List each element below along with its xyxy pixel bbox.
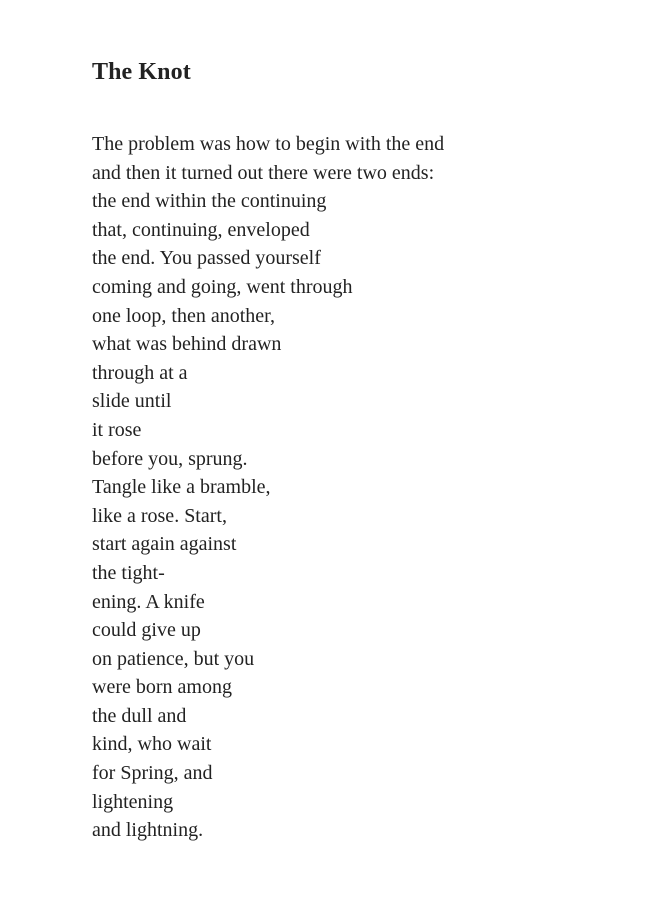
poem-line: lightening bbox=[92, 790, 174, 813]
poem-line: start again against bbox=[92, 533, 237, 556]
poem-line: and then it turned out there were two ends: bbox=[92, 161, 435, 184]
poem-line: what was behind drawn bbox=[92, 333, 282, 356]
poem-line: could give up bbox=[92, 619, 201, 642]
poem-line: on patience, but you bbox=[92, 647, 255, 670]
poem-line: before you, sprung. bbox=[92, 447, 248, 470]
poem-body bbox=[92, 130, 444, 845]
poem-line: kind, who wait bbox=[92, 733, 212, 756]
poem-line: it rose bbox=[92, 418, 142, 441]
poem-line: Tangle like a bramble, bbox=[92, 476, 271, 499]
poem-line: the end within the continuing bbox=[92, 190, 327, 213]
poem-line: the dull and bbox=[92, 704, 187, 727]
poem-line: ening. A knife bbox=[92, 590, 205, 613]
poem-line: and lightning. bbox=[92, 819, 204, 842]
poem-line: coming and going, went through bbox=[92, 275, 353, 298]
poem-line: for Spring, and bbox=[92, 762, 213, 785]
poem-line: the tight- bbox=[92, 561, 165, 584]
poem-line: like a rose. Start, bbox=[92, 504, 227, 527]
poem-line: slide until bbox=[92, 390, 172, 413]
poem-line: through at a bbox=[92, 361, 188, 384]
poem-line: The problem was how to begin with the end bbox=[92, 133, 445, 155]
poem-line: were born among bbox=[92, 676, 232, 699]
poem-line: that, continuing, enveloped bbox=[92, 218, 310, 241]
poem-title: The Knot bbox=[92, 59, 191, 85]
poem-line: the end. You passed yourself bbox=[92, 247, 321, 270]
poem-line: one loop, then another, bbox=[92, 304, 276, 327]
